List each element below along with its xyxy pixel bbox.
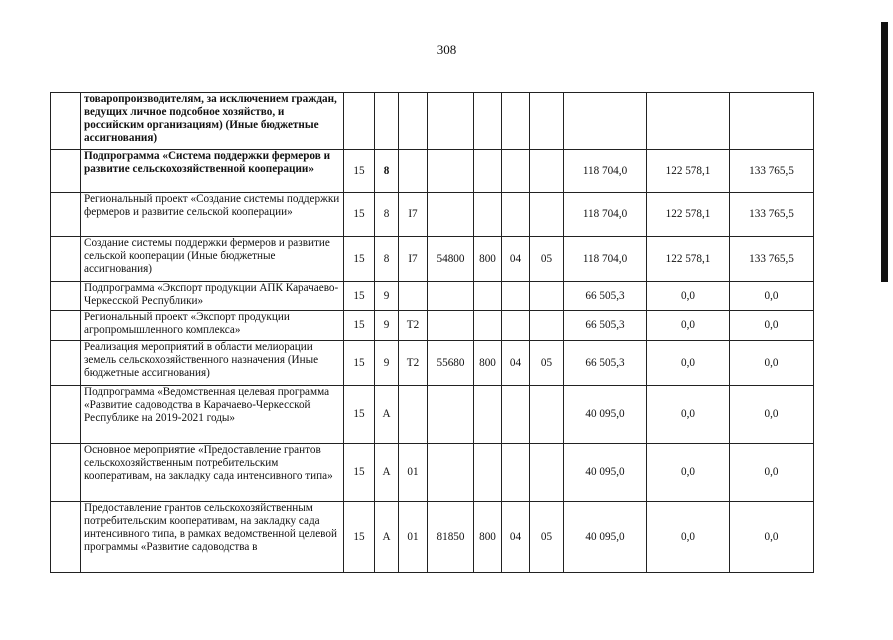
row-value-1 <box>564 93 647 150</box>
row-value-2: 0,0 <box>647 444 730 502</box>
row-description: товаропроизводителям, за исключением граждан, ведущих личное подсобное хозяйство, и российским организациям) (Иные бюджетные ассигнования) <box>81 93 344 150</box>
row-margin-cell <box>51 386 81 444</box>
row-code-3: I7 <box>399 237 428 282</box>
row-description: Подпрограмма «Экспорт продукции АПК Карачаево-Черкесской Республики» <box>81 282 344 311</box>
row-code-1: 15 <box>344 341 375 386</box>
row-value-2: 122 578,1 <box>647 193 730 237</box>
row-value-1: 40 095,0 <box>564 444 647 502</box>
row-code-2: 9 <box>375 282 399 311</box>
row-code-6: 04 <box>502 341 530 386</box>
row-code-1: 15 <box>344 237 375 282</box>
row-code-1: 15 <box>344 193 375 237</box>
row-code-6 <box>502 311 530 341</box>
row-value-1: 40 095,0 <box>564 502 647 573</box>
row-code-5 <box>474 193 502 237</box>
row-value-2: 122 578,1 <box>647 237 730 282</box>
row-code-6 <box>502 150 530 193</box>
row-value-3: 0,0 <box>730 311 814 341</box>
row-code-7 <box>530 150 564 193</box>
row-value-3: 133 765,5 <box>730 193 814 237</box>
row-value-2: 0,0 <box>647 282 730 311</box>
row-code-2: 8 <box>375 193 399 237</box>
row-value-3 <box>730 93 814 150</box>
row-code-6: 04 <box>502 502 530 573</box>
row-code-5 <box>474 311 502 341</box>
table-row <box>51 282 814 311</box>
row-code-5 <box>474 386 502 444</box>
row-margin-cell <box>51 237 81 282</box>
row-code-3: 01 <box>399 502 428 573</box>
row-code-2: 9 <box>375 311 399 341</box>
row-value-3: 0,0 <box>730 386 814 444</box>
row-description: Региональный проект «Экспорт продукции агропромышленного комплекса» <box>81 311 344 341</box>
row-code-2: А <box>375 444 399 502</box>
table-row <box>51 311 814 341</box>
budget-table <box>50 92 814 573</box>
row-code-5 <box>474 93 502 150</box>
row-code-2: А <box>375 502 399 573</box>
row-margin-cell <box>51 150 81 193</box>
row-value-3: 0,0 <box>730 502 814 573</box>
row-code-1: 15 <box>344 282 375 311</box>
table-row <box>51 386 814 444</box>
row-margin-cell <box>51 311 81 341</box>
page-number: 308 <box>436 42 457 57</box>
row-value-3: 0,0 <box>730 341 814 386</box>
row-description: Предоставление грантов сельскохозяйственным потребительским кооперативам, на закладку сада интенсивного типа, в рамках ведомственной целевой программы «Развитие садоводства в <box>81 502 344 573</box>
row-code-4: 55680 <box>428 341 474 386</box>
row-code-7: 05 <box>530 502 564 573</box>
row-value-1: 66 505,3 <box>564 311 647 341</box>
row-value-3: 133 765,5 <box>730 150 814 193</box>
row-code-6 <box>502 444 530 502</box>
row-code-3 <box>399 386 428 444</box>
row-code-7: 05 <box>530 237 564 282</box>
row-code-2: А <box>375 386 399 444</box>
row-code-5 <box>474 282 502 311</box>
row-code-3 <box>399 93 428 150</box>
row-code-1: 15 <box>344 386 375 444</box>
row-description: Основное мероприятие «Предоставление грантов сельскохозяйственным потребительским кооперативам, на закладку сада интенсивного типа» <box>81 444 344 502</box>
row-code-6 <box>502 386 530 444</box>
table-row <box>51 93 814 150</box>
row-code-1: 15 <box>344 311 375 341</box>
row-code-1: 15 <box>344 502 375 573</box>
row-description: Создание системы поддержки фермеров и развитие сельской кооперации (Иные бюджетные ассигнования) <box>81 237 344 282</box>
row-code-2 <box>375 93 399 150</box>
row-value-2: 0,0 <box>647 341 730 386</box>
row-code-7 <box>530 93 564 150</box>
row-value-1: 66 505,3 <box>564 341 647 386</box>
row-value-1: 118 704,0 <box>564 150 647 193</box>
row-description: Подпрограмма «Ведомственная целевая программа «Развитие садоводства в Карачаево-Черкесской Республике на 2019-2021 годы» <box>81 386 344 444</box>
row-code-4 <box>428 311 474 341</box>
row-code-3: T2 <box>399 311 428 341</box>
row-code-3: 01 <box>399 444 428 502</box>
row-code-1: 15 <box>344 444 375 502</box>
table-row <box>51 193 814 237</box>
row-value-2: 0,0 <box>647 502 730 573</box>
row-code-6 <box>502 282 530 311</box>
row-value-2: 122 578,1 <box>647 150 730 193</box>
row-description: Подпрограмма «Система поддержки фермеров и развитие сельскохозяйственной кооперации» <box>81 150 344 193</box>
row-code-3: T2 <box>399 341 428 386</box>
scan-edge-bar <box>881 22 888 282</box>
row-code-7 <box>530 282 564 311</box>
row-code-7 <box>530 444 564 502</box>
row-description: Реализация мероприятий в области мелиорации земель сельскохозяйственного назначения (Иные бюджетные ассигнования) <box>81 341 344 386</box>
row-code-6 <box>502 93 530 150</box>
row-description: Региональный проект «Создание системы поддержки фермеров и развитие сельской кооперации» <box>81 193 344 237</box>
row-code-4 <box>428 93 474 150</box>
row-code-7 <box>530 311 564 341</box>
row-margin-cell <box>51 193 81 237</box>
table-row <box>51 444 814 502</box>
row-code-5 <box>474 150 502 193</box>
row-code-5: 800 <box>474 502 502 573</box>
row-code-7 <box>530 386 564 444</box>
row-value-1: 118 704,0 <box>564 237 647 282</box>
row-value-1: 66 505,3 <box>564 282 647 311</box>
row-value-3: 0,0 <box>730 444 814 502</box>
row-code-3 <box>399 282 428 311</box>
row-code-3: I7 <box>399 193 428 237</box>
row-code-5: 800 <box>474 341 502 386</box>
row-code-7: 05 <box>530 341 564 386</box>
row-value-2 <box>647 93 730 150</box>
table-row <box>51 237 814 282</box>
row-value-2: 0,0 <box>647 386 730 444</box>
row-code-4 <box>428 444 474 502</box>
row-code-2: 8 <box>375 237 399 282</box>
row-code-6: 04 <box>502 237 530 282</box>
row-margin-cell <box>51 444 81 502</box>
row-code-6 <box>502 193 530 237</box>
row-code-4: 81850 <box>428 502 474 573</box>
row-code-1 <box>344 93 375 150</box>
table-row <box>51 502 814 573</box>
row-code-1: 15 <box>344 150 375 193</box>
row-code-5: 800 <box>474 237 502 282</box>
row-code-4 <box>428 150 474 193</box>
table-row <box>51 150 814 193</box>
row-value-3: 0,0 <box>730 282 814 311</box>
row-code-4: 54800 <box>428 237 474 282</box>
row-value-2: 0,0 <box>647 311 730 341</box>
row-value-3: 133 765,5 <box>730 237 814 282</box>
row-code-3 <box>399 150 428 193</box>
row-code-2: 9 <box>375 341 399 386</box>
row-code-4 <box>428 193 474 237</box>
row-margin-cell <box>51 93 81 150</box>
row-margin-cell <box>51 282 81 311</box>
row-value-1: 40 095,0 <box>564 386 647 444</box>
row-code-7 <box>530 193 564 237</box>
table-row <box>51 341 814 386</box>
row-code-4 <box>428 386 474 444</box>
row-margin-cell <box>51 341 81 386</box>
row-code-2: 8 <box>375 150 399 193</box>
row-value-1: 118 704,0 <box>564 193 647 237</box>
row-code-4 <box>428 282 474 311</box>
row-code-5 <box>474 444 502 502</box>
row-margin-cell <box>51 502 81 573</box>
